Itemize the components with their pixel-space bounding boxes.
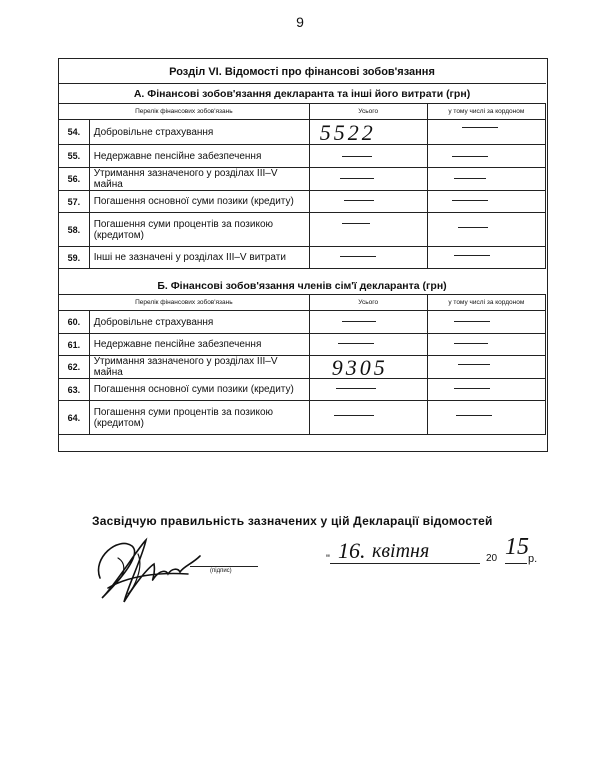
row-number: 61. [59, 334, 90, 356]
table-row [59, 168, 546, 191]
row-label: Утримання зазначеного у розділах III–V майна [89, 356, 309, 379]
handwritten-total: 5522 [319, 120, 376, 145]
row-number: 59. [59, 247, 90, 269]
row-abroad-cell [427, 401, 545, 435]
handwritten-day: 16. [338, 538, 366, 563]
blank-dash [338, 343, 374, 344]
table-row [59, 379, 546, 401]
handwritten-year: 15 [505, 534, 529, 560]
blank-dash [454, 388, 490, 389]
row-label: Недержавне пенсійне забезпечення [89, 334, 309, 356]
row-abroad-cell [427, 247, 545, 269]
row-total-cell [309, 191, 427, 213]
table-row [59, 145, 546, 168]
date-quote-mark: " [326, 553, 330, 565]
date-line [330, 563, 480, 564]
blank-dash [454, 321, 490, 322]
row-number: 62. [59, 356, 90, 379]
row-abroad-cell [427, 356, 545, 379]
table-header-row [59, 104, 546, 120]
year-line [505, 563, 527, 564]
signature-line [190, 566, 258, 567]
page-number: 9 [296, 14, 304, 30]
table-row [59, 120, 546, 145]
row-abroad-cell [427, 120, 545, 145]
row-label: Інші не зазначені у розділах III–V витрати [89, 247, 309, 269]
blank-dash [454, 178, 486, 179]
table-family-obligations [58, 294, 546, 435]
header-abroad: у тому числі за кордоном [427, 104, 545, 120]
row-abroad-cell [427, 191, 545, 213]
row-abroad-cell [427, 213, 545, 247]
header-abroad: у тому числі за кордоном [427, 295, 545, 311]
blank-dash [452, 200, 488, 201]
row-number: 58. [59, 213, 90, 247]
blank-dash [452, 156, 488, 157]
table-row [59, 401, 546, 435]
row-label: Погашення суми процентів за позикою (кредитом) [89, 213, 309, 247]
row-total-cell [309, 213, 427, 247]
row-label: Погашення суми процентів за позикою (кредитом) [89, 401, 309, 435]
table-row [59, 191, 546, 213]
subsection-b-title: Б. Фінансові зобов'язання членів сім'ї декларанта (грн) [157, 280, 447, 292]
row-label: Погашення основної суми позики (кредиту) [89, 379, 309, 401]
blank-dash [336, 388, 376, 389]
blank-dash [340, 178, 374, 179]
row-total-cell [309, 168, 427, 191]
row-abroad-cell [427, 379, 545, 401]
blank-dash [342, 321, 376, 322]
table-row [59, 213, 546, 247]
blank-dash [458, 364, 490, 365]
row-label: Добровільне страхування [89, 120, 309, 145]
table-row [59, 247, 546, 269]
row-label: Погашення основної суми позики (кредиту) [89, 191, 309, 213]
row-total-cell [309, 247, 427, 269]
blank-dash [342, 223, 370, 224]
blank-dash [340, 256, 376, 257]
blank-dash [454, 343, 488, 344]
section-title: Розділ VI. Відомості про фінансові зобов'язання [169, 66, 435, 78]
subsection-a-title: А. Фінансові зобов'язання декларанта та інші його витрати (грн) [133, 88, 471, 100]
row-total-cell [309, 334, 427, 356]
row-abroad-cell [427, 168, 545, 191]
handwritten-month: квітня [372, 540, 430, 562]
header-obligations-list: Перелік фінансових зобов'язань [59, 295, 310, 311]
table-header-row [59, 295, 546, 311]
table-declarant-obligations [58, 103, 546, 269]
table-row [59, 334, 546, 356]
row-label: Добровільне страхування [89, 311, 309, 334]
row-abroad-cell [427, 311, 545, 334]
row-number: 56. [59, 168, 90, 191]
header-obligations-list: Перелік фінансових зобов'язань [59, 104, 310, 120]
handwritten-signature [88, 528, 218, 608]
table-row [59, 356, 546, 379]
attestation-text: Засвідчую правильність зазначених у цій Декларації відомостей [92, 514, 493, 528]
header-total: Усього [309, 104, 427, 120]
row-number: 57. [59, 191, 90, 213]
row-number: 55. [59, 145, 90, 168]
row-abroad-cell [427, 145, 545, 168]
year-suffix: р. [528, 553, 538, 565]
row-number: 63. [59, 379, 90, 401]
blank-dash [462, 127, 498, 128]
row-total-cell [309, 401, 427, 435]
row-number: 60. [59, 311, 90, 334]
row-label: Утримання зазначеного у розділах III–V майна [89, 168, 309, 191]
blank-dash [344, 200, 374, 201]
blank-dash [342, 156, 372, 157]
handwritten-total: 9305 [331, 355, 388, 380]
blank-dash [454, 255, 490, 256]
row-total-cell [309, 120, 427, 145]
table-row [59, 311, 546, 334]
header-total: Усього [309, 295, 427, 311]
year-prefix: 20 [486, 553, 498, 564]
row-abroad-cell [427, 334, 545, 356]
row-label: Недержавне пенсійне забезпечення [89, 145, 309, 168]
blank-dash [458, 227, 488, 228]
row-total-cell [309, 379, 427, 401]
blank-dash [456, 415, 492, 416]
row-number: 54. [59, 120, 90, 145]
row-total-cell [309, 145, 427, 168]
blank-dash [334, 415, 374, 416]
title-divider [58, 83, 546, 84]
row-total-cell [309, 311, 427, 334]
row-total-cell [309, 356, 427, 379]
signature-caption: (підпис) [210, 568, 232, 574]
row-number: 64. [59, 401, 90, 435]
